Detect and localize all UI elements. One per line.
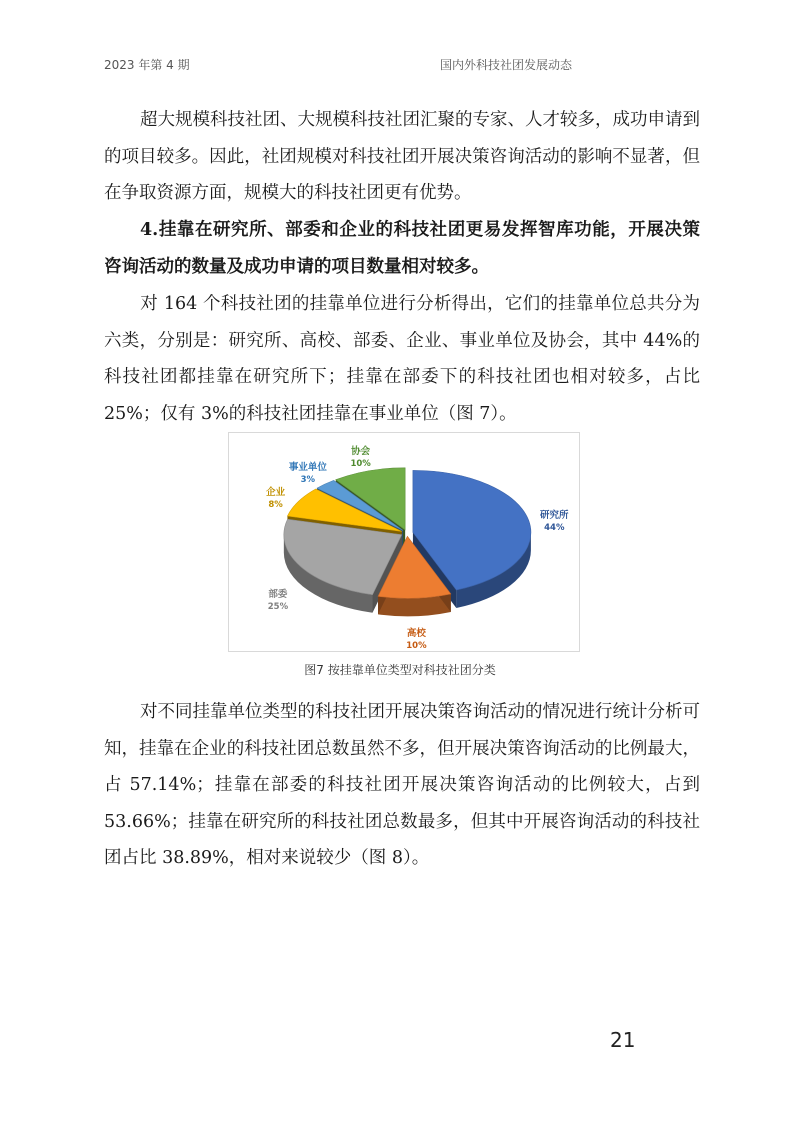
paragraph-text: 对不同挂靠单位类型的科技社团开展决策咨询活动的情况进行统计分析可知，挂靠在企业的科技社团总数虽然不多，但开展决策咨询活动的比例最大，占 57.14%；挂靠在部委的科技社团开展决策咨询活动的比例较大，占到 53.66%；挂靠在研究所的科技社团总数最多，但其中开展咨询活动的科技社团占比 38.89%，相对来说较少（图 8）。 xyxy=(104,702,700,868)
page-number: 21 xyxy=(610,1028,636,1052)
heading-text: 4.挂靠在研究所、部委和企业的科技社团更易发挥智库功能，开展决策咨询活动的数量及成功申请的项目数量相对较多。 xyxy=(104,220,700,277)
paragraph-text: 对 164 个科技社团的挂靠单位进行分析得出，它们的挂靠单位总共分为六类，分别是：研究所、高校、部委、企业、事业单位及协会，其中 44%的科技社团都挂靠在研究所下；挂靠在部委下的科技社团也相对较多，占比 25%；仅有 3%的科技社团挂靠在事业单位（图 7）。 xyxy=(104,294,700,424)
header-issue: 2023 年第 4 期 xyxy=(104,58,190,72)
pie-label-university: 高校 xyxy=(406,627,426,639)
paragraph-scale-effect xyxy=(104,102,700,212)
pie-label-research-institute: 研究所 xyxy=(540,510,569,522)
pie-value-ministry: 25% xyxy=(267,602,289,613)
pie-value-university: 10% xyxy=(406,640,427,651)
figure-7-pie-chart xyxy=(228,432,580,652)
pie-label-ministry: 部委 xyxy=(268,589,288,601)
header-journal-title: 国内外科技社团发展动态 xyxy=(440,58,573,72)
pie-label-enterprise: 企业 xyxy=(266,486,286,498)
pie-value-enterprise: 8% xyxy=(268,499,283,510)
pie-label-association: 协会 xyxy=(351,445,371,457)
pie-label-public-institution: 事业单位 xyxy=(288,461,327,473)
figure-caption: 图7 按挂靠单位类型对科技社团分类 xyxy=(304,663,496,677)
pie-chart-svg xyxy=(229,433,579,651)
pie-value-research-institute: 44% xyxy=(544,523,565,534)
pie-value-public-institution: 3% xyxy=(300,474,316,485)
section-heading-4 xyxy=(104,212,700,285)
paragraph-consulting-ratio xyxy=(104,694,700,877)
paragraph-affiliation-analysis xyxy=(104,286,700,432)
paragraph-text: 超大规模科技社团、大规模科技社团汇聚的专家、人才较多，成功申请到的项目较多。因此，社团规模对科技社团开展决策咨询活动的影响不显著，但在争取资源方面，规模大的科技社团更有优势。 xyxy=(104,110,700,203)
pie-value-association: 10% xyxy=(350,458,371,469)
